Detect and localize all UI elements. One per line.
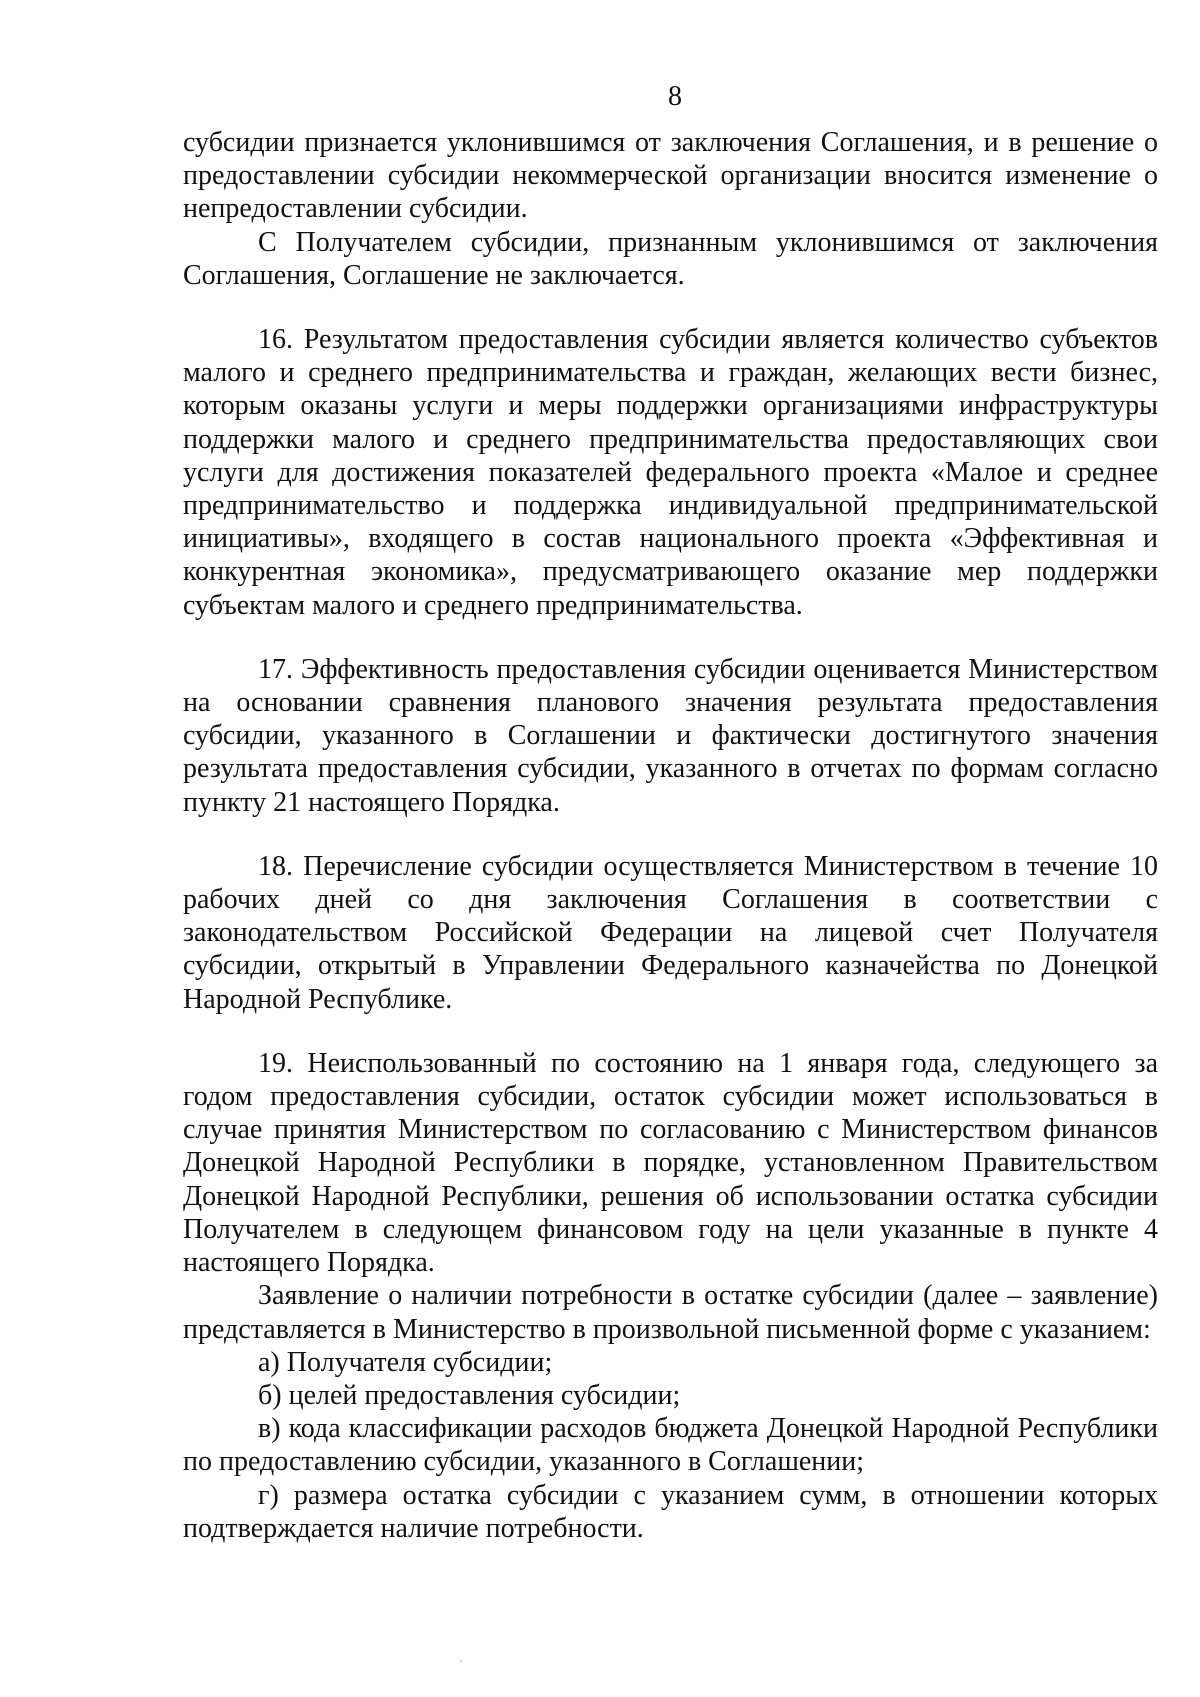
paragraph-19 (183, 1047, 1158, 1279)
paragraph-text: Результатом предоставления субсидии является количество субъектов малого и среднего предпринимательства и граждан, желающих вести бизнес, которым оказаны услуги и меры поддержки организациями инфраструктуры поддержки малого и среднего предпринимательства предоставляющих свои услуги для достижения показателей федерального проекта «Малое и среднее предпринимательство и поддержка индивидуальной предпринимательской инициативы», входящего в состав национального проекта «Эффективная и конкурентная экономика», предусматривающего оказание мер поддержки субъектам малого и среднего предпринимательства. (183, 324, 1158, 621)
list-item-b (183, 1379, 1158, 1412)
paragraph-continuation-2: С Получателем субсидии, признанным уклонившимся от заключения Соглашения, Соглашение не заключается. (183, 226, 1158, 291)
list-item-text: кода классификации расходов бюджета Донецкой Народной Республики по предоставлению субсидии, указанного в Соглашении; (183, 1413, 1158, 1478)
list-item-g (183, 1479, 1158, 1545)
document-body (183, 126, 1158, 1545)
paragraph-continuation-1: субсидии признается уклонившимся от заключения Соглашения, и в решение о предоставлении субсидии некоммерческой организации вносится изменение о непредоставлении субсидии. (183, 127, 1158, 225)
paragraph-number: 16. (258, 324, 293, 356)
list-marker: б) (258, 1379, 282, 1411)
paragraph-number: 19. (258, 1047, 293, 1079)
paragraph-16 (183, 323, 1158, 622)
list-item-text: размера остатка субсидии с указанием сумм, в отношении которых подтверждается наличие потребности. (183, 1479, 1159, 1544)
paragraph-18 (183, 850, 1158, 1016)
list-item-text: Получателя субсидии; (286, 1346, 553, 1378)
paragraph-text: Эффективность предоставления субсидии оценивается Министерством на основании сравнения планового значения результата предоставления субсидии, указанного в Соглашении и фактически достигнутого значения результата предоставления субсидии, указанного в отчетах по формам согласно пункту 21 настоящего Порядка. (183, 653, 1158, 818)
paragraph-number: 18. (258, 850, 293, 882)
list-item-text: целей предоставления субсидии; (288, 1379, 681, 1411)
list-item-a (183, 1346, 1158, 1379)
list-marker: г) (258, 1479, 279, 1511)
list-item-v (183, 1412, 1158, 1478)
paragraph-17 (183, 653, 1158, 819)
paragraph-19-statement: Заявление о наличии потребности в остатке субсидии (далее – заявление) представляется в Министерство в произвольной письменной форме с указанием: (183, 1280, 1158, 1345)
paragraph-text: Неиспользованный по состоянию на 1 января года, следующего за годом предоставления субсидии, остаток субсидии может использоваться в случае принятия Министерством по согласованию с Министерством финансов Донецкой Народной Республики в порядке, установленном Правительством Донецкой Народной Республики, решения об использовании остатка субсидии Получателем в следующем финансовом году на цели указанные в пункте 4 настоящего Порядка. (183, 1047, 1158, 1279)
scan-speck (460, 1660, 462, 1662)
list-marker: а) (258, 1346, 280, 1378)
paragraph-text: Перечисление субсидии осуществляется Министерством в течение 10 рабочих дней со дня заключения Соглашения в соответствии с законодательством Российской Федерации на лицевой счет Получателя субсидии, открытый в Управлении Федерального казначейства по Донецкой Народной Республике. (183, 850, 1158, 1015)
list-marker: в) (258, 1413, 281, 1445)
page-number: 8 (668, 81, 682, 112)
paragraph-number: 17. (258, 653, 293, 685)
